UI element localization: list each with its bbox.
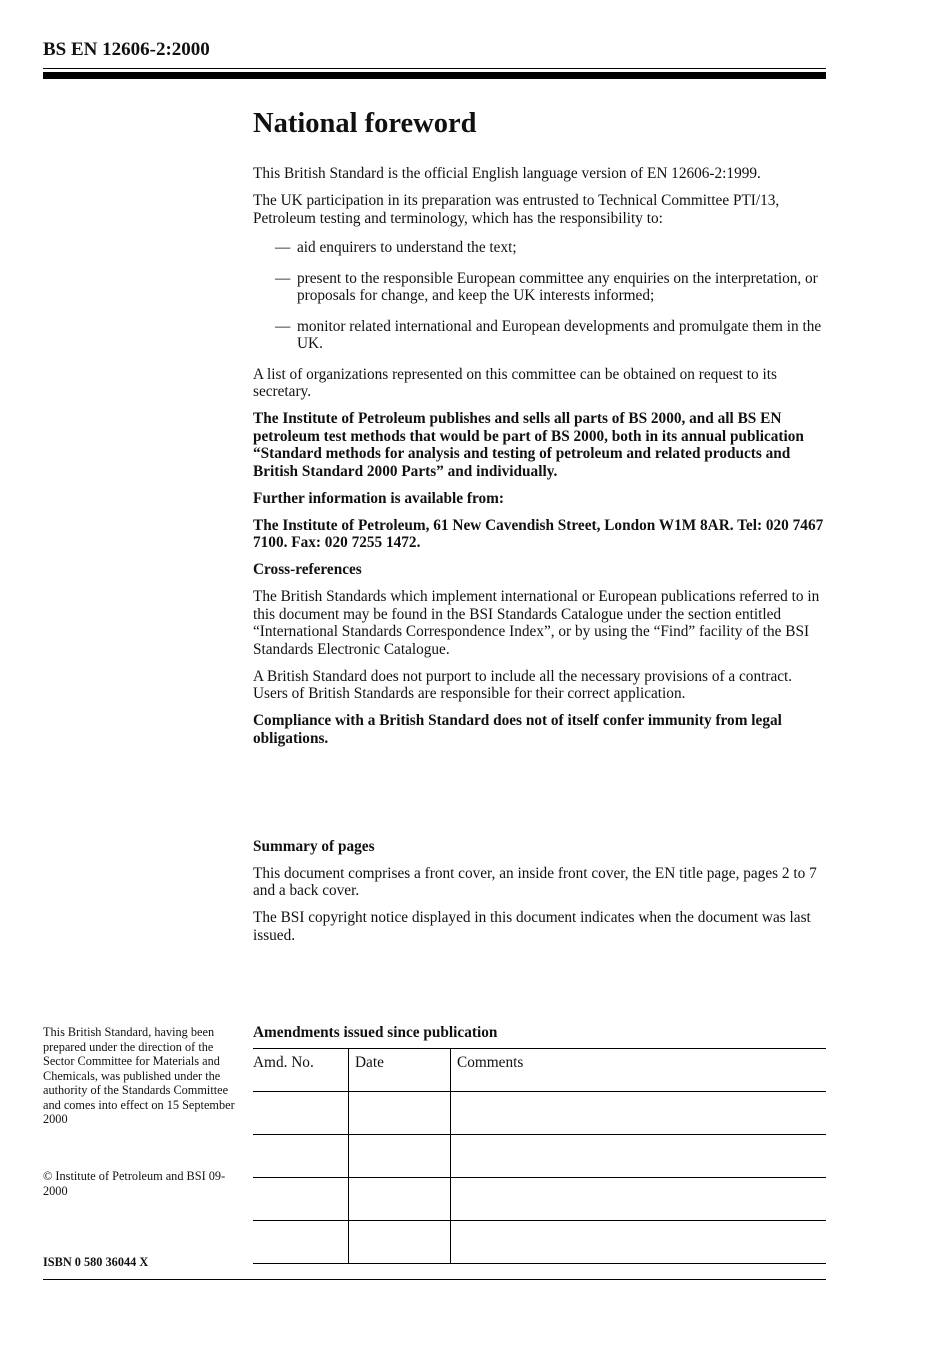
table-row [253,1178,826,1221]
list-item: — monitor related international and European developments and promulgate them in the UK. [275,317,822,352]
list-item: — present to the responsible European committee any enquiries on the interpretation, or proposals for change, and keep the UK interests informed; [275,269,818,304]
table-row [253,1135,826,1178]
column-header-amd-no: Amd. No. [253,1049,349,1092]
cross-references-heading: Cross-references [253,561,362,578]
responsibility-list [253,239,828,353]
ip-publishes-paragraph: The Institute of Petroleum publishes and sells all parts of BS 2000, and all BS EN petroleum test methods that would be part of BS 2000, both in its annual publication “Standard methods for analysis and testing of petroleum and related products and British Standard 2000 Parts” and individually. [253,410,804,480]
isbn: ISBN 0 580 36044 X [43,1255,149,1269]
table-row [253,1221,826,1264]
committee-list-paragraph: A list of organizations represented on this committee can be obtained on request to its secretary. [253,365,777,400]
national-foreword [253,106,828,954]
table-header-row [253,1049,826,1092]
summary-paragraph: This document comprises a front cover, an inside front cover, the EN title page, pages 2 to 7 and a back cover. [253,864,817,899]
header-rule-thick [43,72,826,79]
footer-rule [43,1279,826,1280]
document-reference: BS EN 12606-2:2000 [43,39,210,60]
list-item: — aid enquirers to understand the text; [275,239,517,256]
provisions-paragraph: A British Standard does not purport to include all the necessary provisions of a contract. Users of British Standards are responsible for their correct application. [253,667,793,702]
further-info-heading: Further information is available from: [253,489,504,507]
column-header-date: Date [349,1049,451,1092]
participation-paragraph: The UK participation in its preparation was entrusted to Technical Committee PTI/13, Petroleum testing and terminology, which has the responsibility to: [253,192,780,227]
intro-paragraph: This British Standard is the official English language version of EN 12606-2:1999. [253,165,761,182]
cross-references-paragraph: The British Standards which implement international or European publications referred to in this document may be found in the BSI Standards Catalogue under the section entitled “International Standards Correspondence Index”, or by using the “Find” facility of the BSI Standards Electronic Catalogue. [253,588,820,658]
header-rule-thin [43,68,826,69]
copyright-line: © Institute of Petroleum and BSI 09-2000 [43,1169,226,1198]
compliance-paragraph: Compliance with a British Standard does not of itself confer immunity from legal obligations. [253,712,782,747]
summary-heading: Summary of pages [253,837,375,855]
amendments-title: Amendments issued since publication [253,1024,498,1041]
page-title: National foreword [253,108,477,139]
table-row [253,1092,826,1135]
copyright-notice-paragraph: The BSI copyright notice displayed in this document indicates when the document was last issued. [253,909,811,944]
column-header-comments: Comments [451,1049,827,1092]
ip-address: The Institute of Petroleum, 61 New Cavendish Street, London W1M 8AR. Tel: 020 7467 7100. Fax: 020 7255 1472. [253,516,824,551]
amendments-table [253,1048,826,1264]
publication-note: This British Standard, having been prepared under the direction of the Sector Committee for Materials and Chemicals, was published under the authority of the Standards Committee and comes into effect on 15 September 2000 [43,1025,235,1126]
